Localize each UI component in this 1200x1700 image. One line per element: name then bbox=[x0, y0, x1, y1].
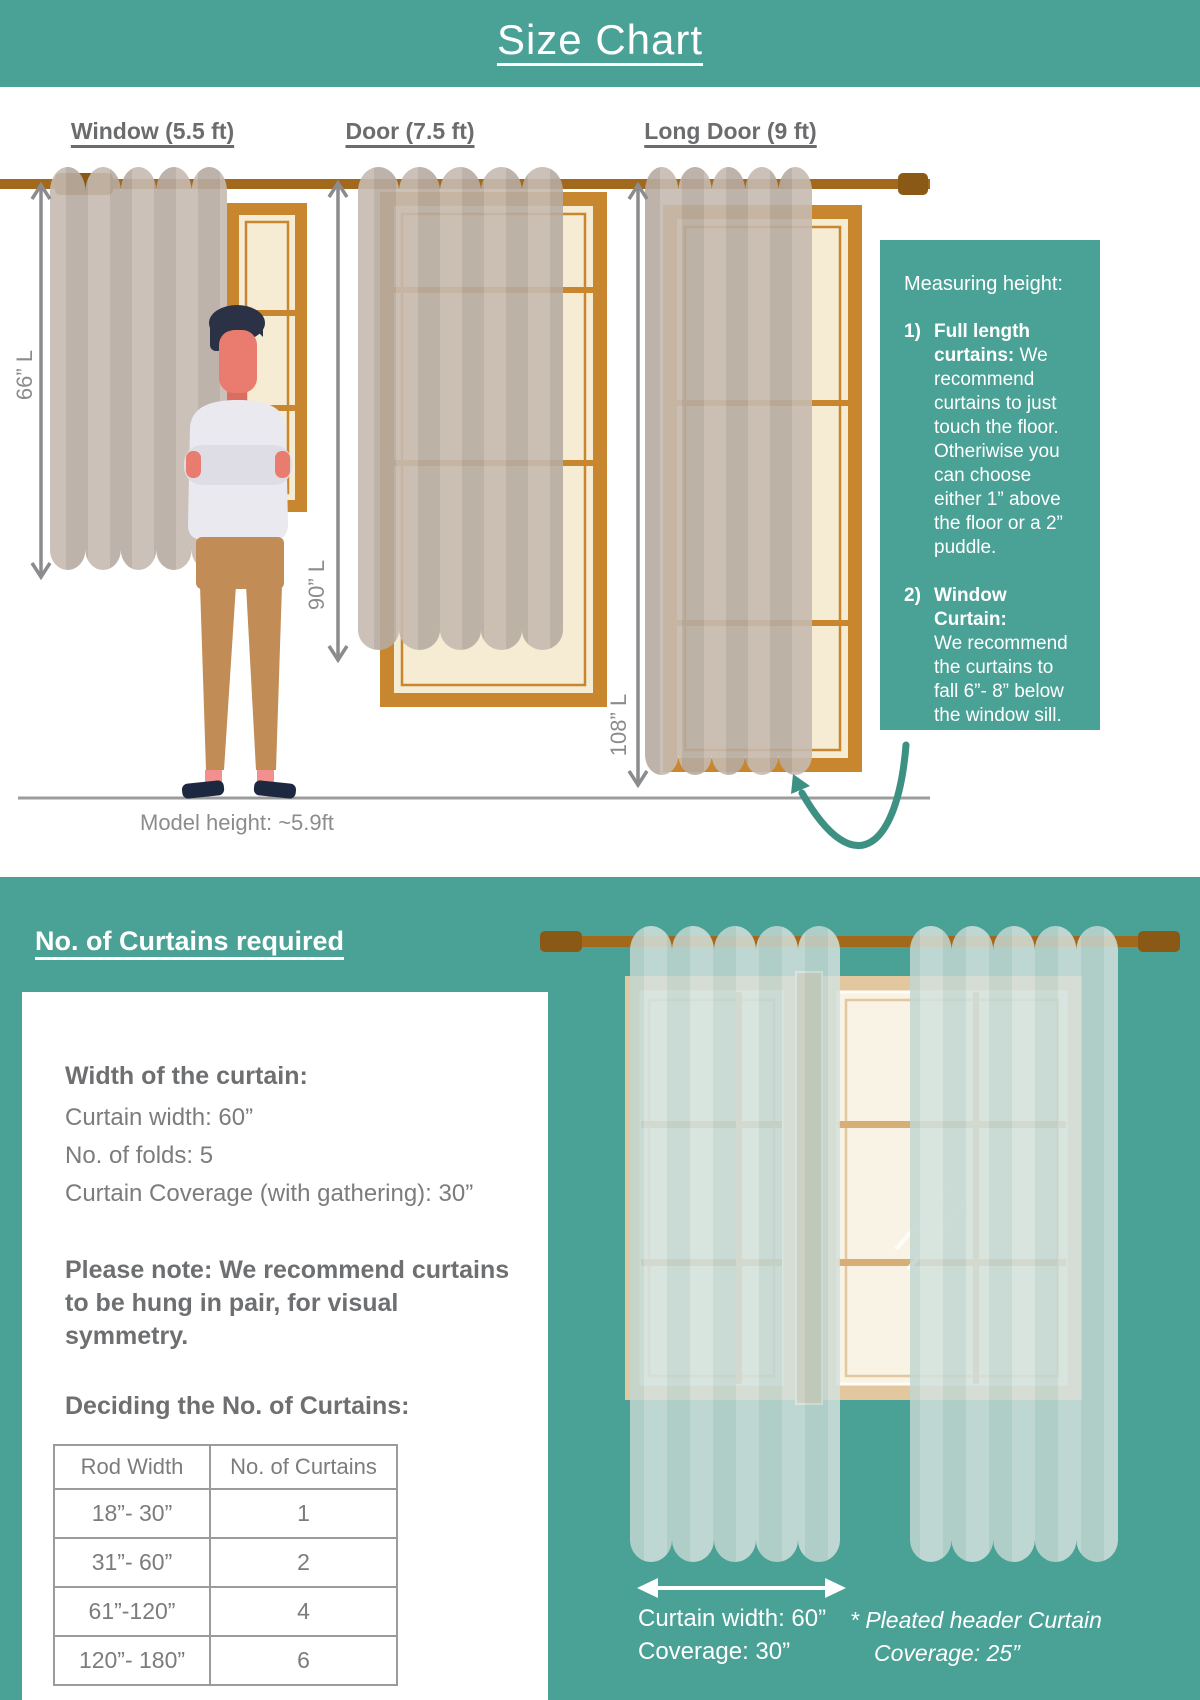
measurement-66: 66” L bbox=[12, 349, 37, 401]
rod-width-cell: 18”- 30” bbox=[54, 1489, 210, 1538]
table-row bbox=[54, 1538, 397, 1587]
pleated-header-note bbox=[850, 1604, 1102, 1670]
pair-note: Please note: We recommend curtains to be hung in pair, for visual symmetry. bbox=[65, 1256, 510, 1350]
note-item-1-bold: Full length curtains: bbox=[934, 321, 1031, 366]
table-header-row bbox=[54, 1445, 397, 1489]
col-rod-width: Rod Width bbox=[54, 1445, 210, 1489]
height-arrow-90-icon bbox=[329, 183, 347, 660]
table-title: Deciding the No. of Curtains: bbox=[65, 1392, 410, 1420]
rod-width-cell: 120”- 180” bbox=[54, 1636, 210, 1685]
curtain-90 bbox=[358, 167, 563, 650]
curtain-108 bbox=[645, 167, 812, 775]
measurement-90: 90” L bbox=[304, 559, 329, 611]
note-box-title: Measuring height: bbox=[904, 273, 1063, 295]
model-height-label: Model height: ~5.9ft bbox=[140, 810, 334, 835]
table-row bbox=[54, 1489, 397, 1538]
rod-width-cell: 61”-120” bbox=[54, 1587, 210, 1636]
measurement-108: 108” L bbox=[606, 693, 631, 757]
curtain-count-cell: 2 bbox=[210, 1538, 397, 1587]
sheer-curtain-right bbox=[910, 926, 1118, 1562]
curtain-width-caption bbox=[638, 1602, 826, 1668]
measuring-height-box bbox=[880, 240, 1100, 730]
table-row bbox=[54, 1636, 397, 1685]
window-label: Window (5.5 ft) bbox=[70, 118, 235, 144]
width-title: Width of the curtain: bbox=[65, 1062, 308, 1090]
curtain-count-cell: 4 bbox=[210, 1587, 397, 1636]
section-heading: No. of Curtains required bbox=[35, 926, 345, 956]
curtain-count-cell: 1 bbox=[210, 1489, 397, 1538]
rod-width-cell: 31”- 60” bbox=[54, 1538, 210, 1587]
note-item-1-text: We recommend curtains to just touch the floor. Otheriwise you can choose either 1” above the floor or a 2” puddle. bbox=[934, 345, 1063, 558]
header-band bbox=[0, 0, 1200, 87]
width-arrow-icon bbox=[637, 1578, 846, 1598]
col-no-of-curtains: No. of Curtains bbox=[210, 1445, 397, 1489]
folds-line: No. of folds: 5 bbox=[65, 1142, 214, 1169]
page-title: Size Chart bbox=[496, 16, 704, 63]
width-caption-line2: Coverage: 30” bbox=[638, 1638, 791, 1665]
width-caption-line1: Curtain width: 60” bbox=[638, 1605, 827, 1632]
sheer-curtain-left bbox=[630, 926, 840, 1562]
curtain-width-line: Curtain width: 60” bbox=[65, 1104, 254, 1131]
note-item-2-bold: Window Curtain: bbox=[934, 585, 1007, 630]
coverage-line: Curtain Coverage (with gathering): 30” bbox=[65, 1180, 474, 1207]
pleated-note-line1: * Pleated header Curtain bbox=[850, 1607, 1102, 1633]
note-item-2-number: 2) bbox=[904, 585, 921, 606]
curtains-table bbox=[53, 1444, 398, 1686]
pleated-note-line2: Coverage: 25” bbox=[874, 1640, 1020, 1666]
note-item-2 bbox=[904, 584, 1082, 728]
table-row bbox=[54, 1587, 397, 1636]
note-item-2-text: We recommend the curtains to fall 6”- 8” below the window sill. bbox=[934, 633, 1068, 726]
curtain-count-cell: 6 bbox=[210, 1636, 397, 1685]
info-card bbox=[22, 992, 548, 1700]
door-label: Door (7.5 ft) bbox=[345, 118, 475, 144]
long-door-label: Long Door (9 ft) bbox=[644, 118, 817, 144]
note-item-1 bbox=[904, 320, 1082, 560]
note-item-1-number: 1) bbox=[904, 321, 921, 342]
